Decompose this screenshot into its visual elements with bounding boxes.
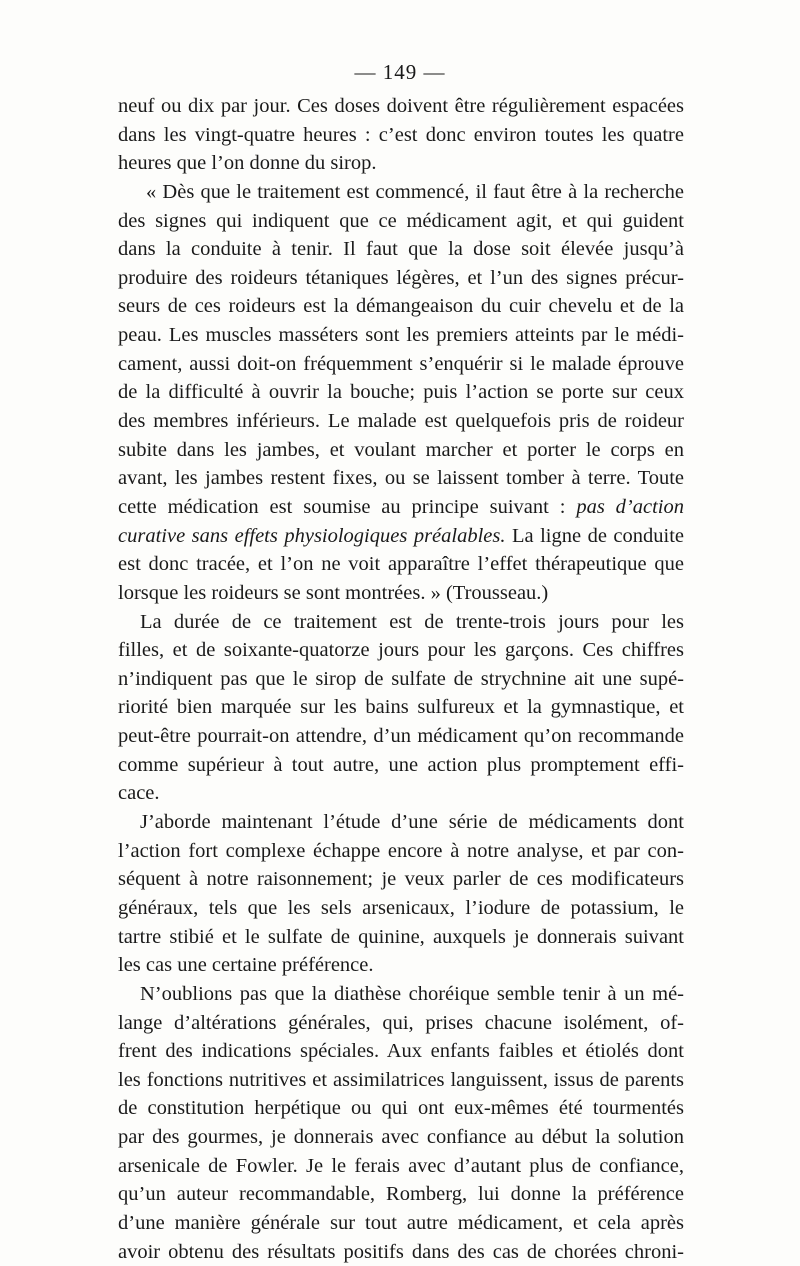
text-line: généraux, tels que les sels arsenicaux, l’iodure de potassium, le xyxy=(118,896,684,919)
text-line: arsenicale de Fowler. Je le ferais avec d’autant plus de confiance, xyxy=(118,1154,684,1177)
text-line: curative sans effets physiologiques préalables. La ligne de conduite xyxy=(118,524,684,547)
text-line: peut-être pourrait-on attendre, d’un médicament qu’on recommande xyxy=(118,725,684,748)
text-line: lorsque les roideurs se sont montrées. » (Trousseau.) xyxy=(118,581,549,604)
text-line: La durée de ce traitement est de trente-trois jours pour les xyxy=(140,610,684,633)
text-line: avant, les jambes restent fixes, ou se laissent tomber à terre. Toute xyxy=(118,467,684,490)
text-line: dans les vingt-quatre heures : c’est donc environ toutes les quatre xyxy=(118,123,684,146)
text-line: peau. Les muscles masséters sont les premiers atteints par le médi- xyxy=(118,324,684,347)
text-line: n’indiquent pas que le sirop de sulfate de strychnine ait une supé- xyxy=(118,667,684,690)
text-line: lange d’altérations générales, qui, prises chacune isolément, of- xyxy=(118,1011,684,1034)
text-line: seurs de ces roideurs est la démangeaison du cuir chevelu et de la xyxy=(118,295,684,318)
text-line: des membres inférieurs. Le malade est quelquefois pris de roideur xyxy=(118,410,684,433)
text-line: riorité bien marquée sur les bains sulfureux et la gymnastique, et xyxy=(118,696,684,719)
text-line: des signes qui indiquent que ce médicament agit, et qui guident xyxy=(118,209,684,232)
text-line: « Dès que le traitement est commencé, il faut être à la recherche xyxy=(146,180,684,203)
text-line: l’action fort complexe échappe encore à notre analyse, et par con- xyxy=(118,839,684,862)
text-line: frent des indications spéciales. Aux enfants faibles et étiolés dont xyxy=(118,1040,684,1063)
text-line: dans la conduite à tenir. Il faut que la dose soit élevée jusqu’à xyxy=(118,238,684,261)
text-line: J’aborde maintenant l’étude d’une série de médicaments dont xyxy=(140,811,684,834)
text-line: séquent à notre raisonnement; je veux parler de ces modificateurs xyxy=(118,868,684,891)
text-line: d’une manière générale sur tout autre médicament, et cela après xyxy=(118,1211,684,1234)
text-line: filles, et de soixante-quatorze jours pour les garçons. Ces chiffres xyxy=(118,639,684,662)
body-text xyxy=(118,92,684,1266)
text-line: les cas une certaine préférence. xyxy=(118,954,374,977)
text-line: les fonctions nutritives et assimilatrices languissent, issus de parents xyxy=(118,1068,684,1091)
text-line: est donc tracée, et l’on ne voit apparaître l’effet thérapeutique que xyxy=(118,553,684,576)
page-number: — 149 — xyxy=(354,60,446,84)
text-line: N’oublions pas que la diathèse choréique semble tenir à un mé- xyxy=(140,982,684,1005)
text-line: de la difficulté à ouvrir la bouche; puis l’action se porte sur ceux xyxy=(118,381,684,404)
text-line: de constitution herpétique ou qui ont eux-mêmes été tourmentés xyxy=(118,1097,684,1120)
text-line: subite dans les jambes, et voulant marcher et porter le corps en xyxy=(118,438,684,461)
text-line: tartre stibié et le sulfate de quinine, auxquels je donnerais suivant xyxy=(118,925,684,948)
text-line: avoir obtenu des résultats positifs dans des cas de chorées chroni- xyxy=(118,1240,684,1263)
text-line: neuf ou dix par jour. Ces doses doivent être régulièrement espacées xyxy=(118,95,684,117)
text-line: heures que l’on donne du sirop. xyxy=(118,152,377,175)
text-line: qu’un auteur recommandable, Romberg, lui donne la préférence xyxy=(118,1183,684,1206)
text-line: cace. xyxy=(118,782,160,805)
text-line: produire des roideurs tétaniques légères, et l’un des signes précur- xyxy=(118,266,684,289)
text-line: cette médication est soumise au principe suivant : pas d’action xyxy=(118,495,684,518)
text-line: comme supérieur à tout autre, une action plus promptement effi- xyxy=(118,753,684,776)
text-line: par des gourmes, je donnerais avec confiance au début la solution xyxy=(118,1126,684,1149)
text-line: cament, aussi doit-on fréquemment s’enquérir si le malade éprouve xyxy=(118,352,684,375)
